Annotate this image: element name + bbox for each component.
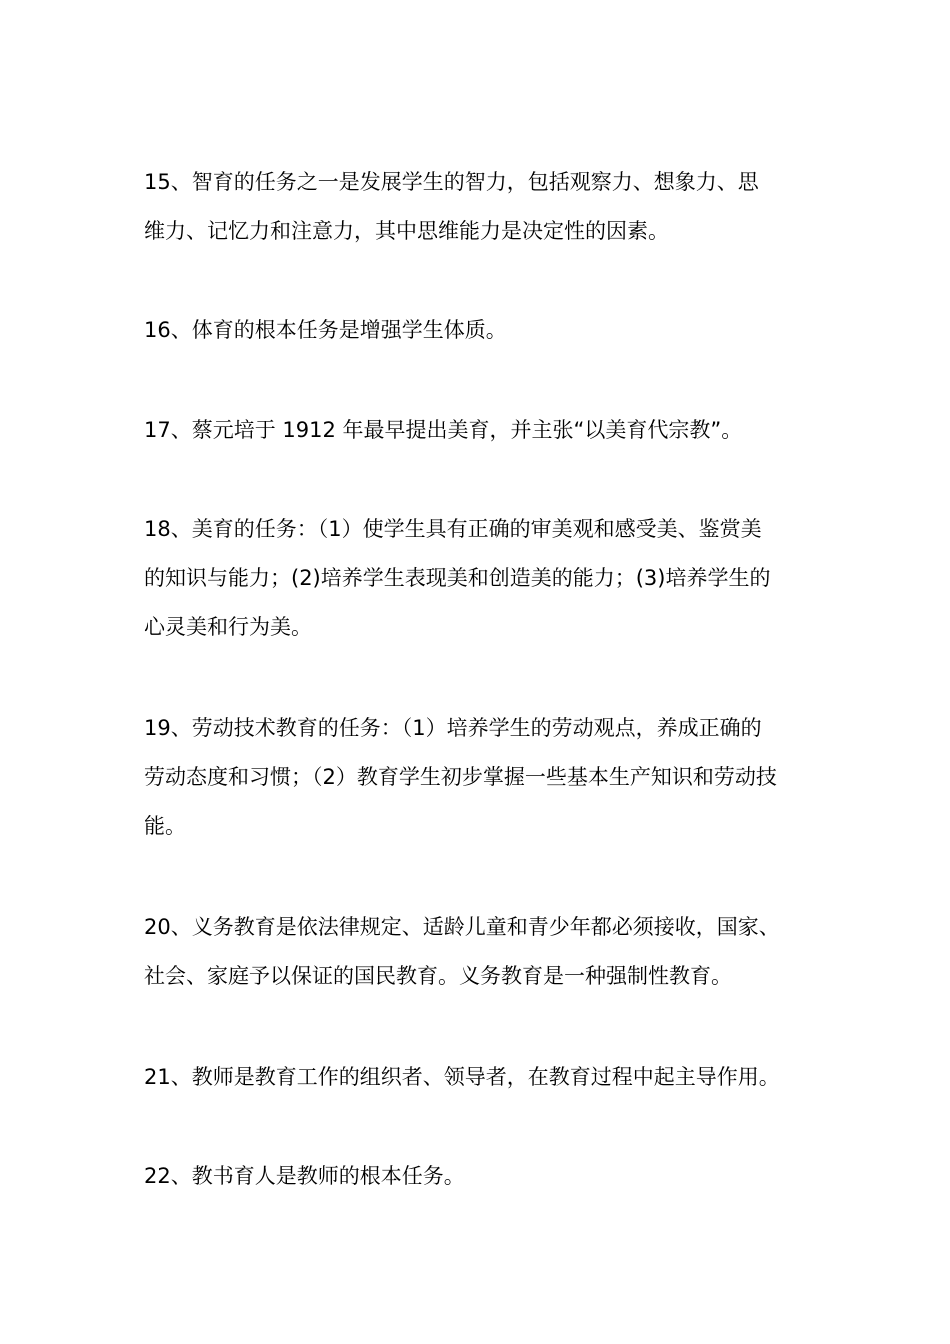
paragraph-line: 18、美育的任务：（1）使学生具有正确的审美观和感受美、鉴赏美: [144, 517, 762, 541]
paragraph-item-22: [144, 1152, 812, 1201]
paragraph-line: 的知识与能力；(2)培养学生表现美和创造美的能力；(3)培养学生的: [144, 566, 771, 590]
paragraph-item-17: [144, 406, 812, 455]
paragraph-item-21: [144, 1053, 812, 1102]
paragraph-line: 21、教师是教育工作的组织者、领导者，在教育过程中起主导作用。: [144, 1065, 780, 1089]
paragraph-item-20: [144, 903, 812, 1001]
paragraph-item-19: [144, 704, 812, 851]
paragraph-line: 19、劳动技术教育的任务：（1）培养学生的劳动观点，养成正确的: [144, 716, 762, 740]
paragraph-item-15: [144, 158, 812, 256]
paragraph-line: 17、蔡元培于 1912 年最早提出美育，并主张“以美育代宗教”。: [144, 418, 743, 442]
paragraph-line: 能。: [144, 814, 186, 838]
paragraph-item-16: [144, 306, 812, 355]
paragraph-line: 15、智育的任务之一是发展学生的智力，包括观察力、想象力、思: [144, 170, 759, 194]
paragraph-item-18: [144, 505, 812, 652]
paragraph-line: 劳动态度和习惯；（2）教育学生初步掌握一些基本生产知识和劳动技: [144, 765, 777, 789]
paragraph-line: 22、教书育人是教师的根本任务。: [144, 1164, 465, 1188]
paragraph-line: 心灵美和行为美。: [144, 615, 312, 639]
paragraph-line: 维力、记忆力和注意力，其中思维能力是决定性的因素。: [144, 219, 669, 243]
paragraph-line: 20、义务教育是依法律规定、适龄儿童和青少年都必须接收，国家、: [144, 915, 780, 939]
paragraph-line: 社会、家庭予以保证的国民教育。义务教育是一种强制性教育。: [144, 964, 732, 988]
paragraph-line: 16、体育的根本任务是增强学生体质。: [144, 318, 507, 342]
